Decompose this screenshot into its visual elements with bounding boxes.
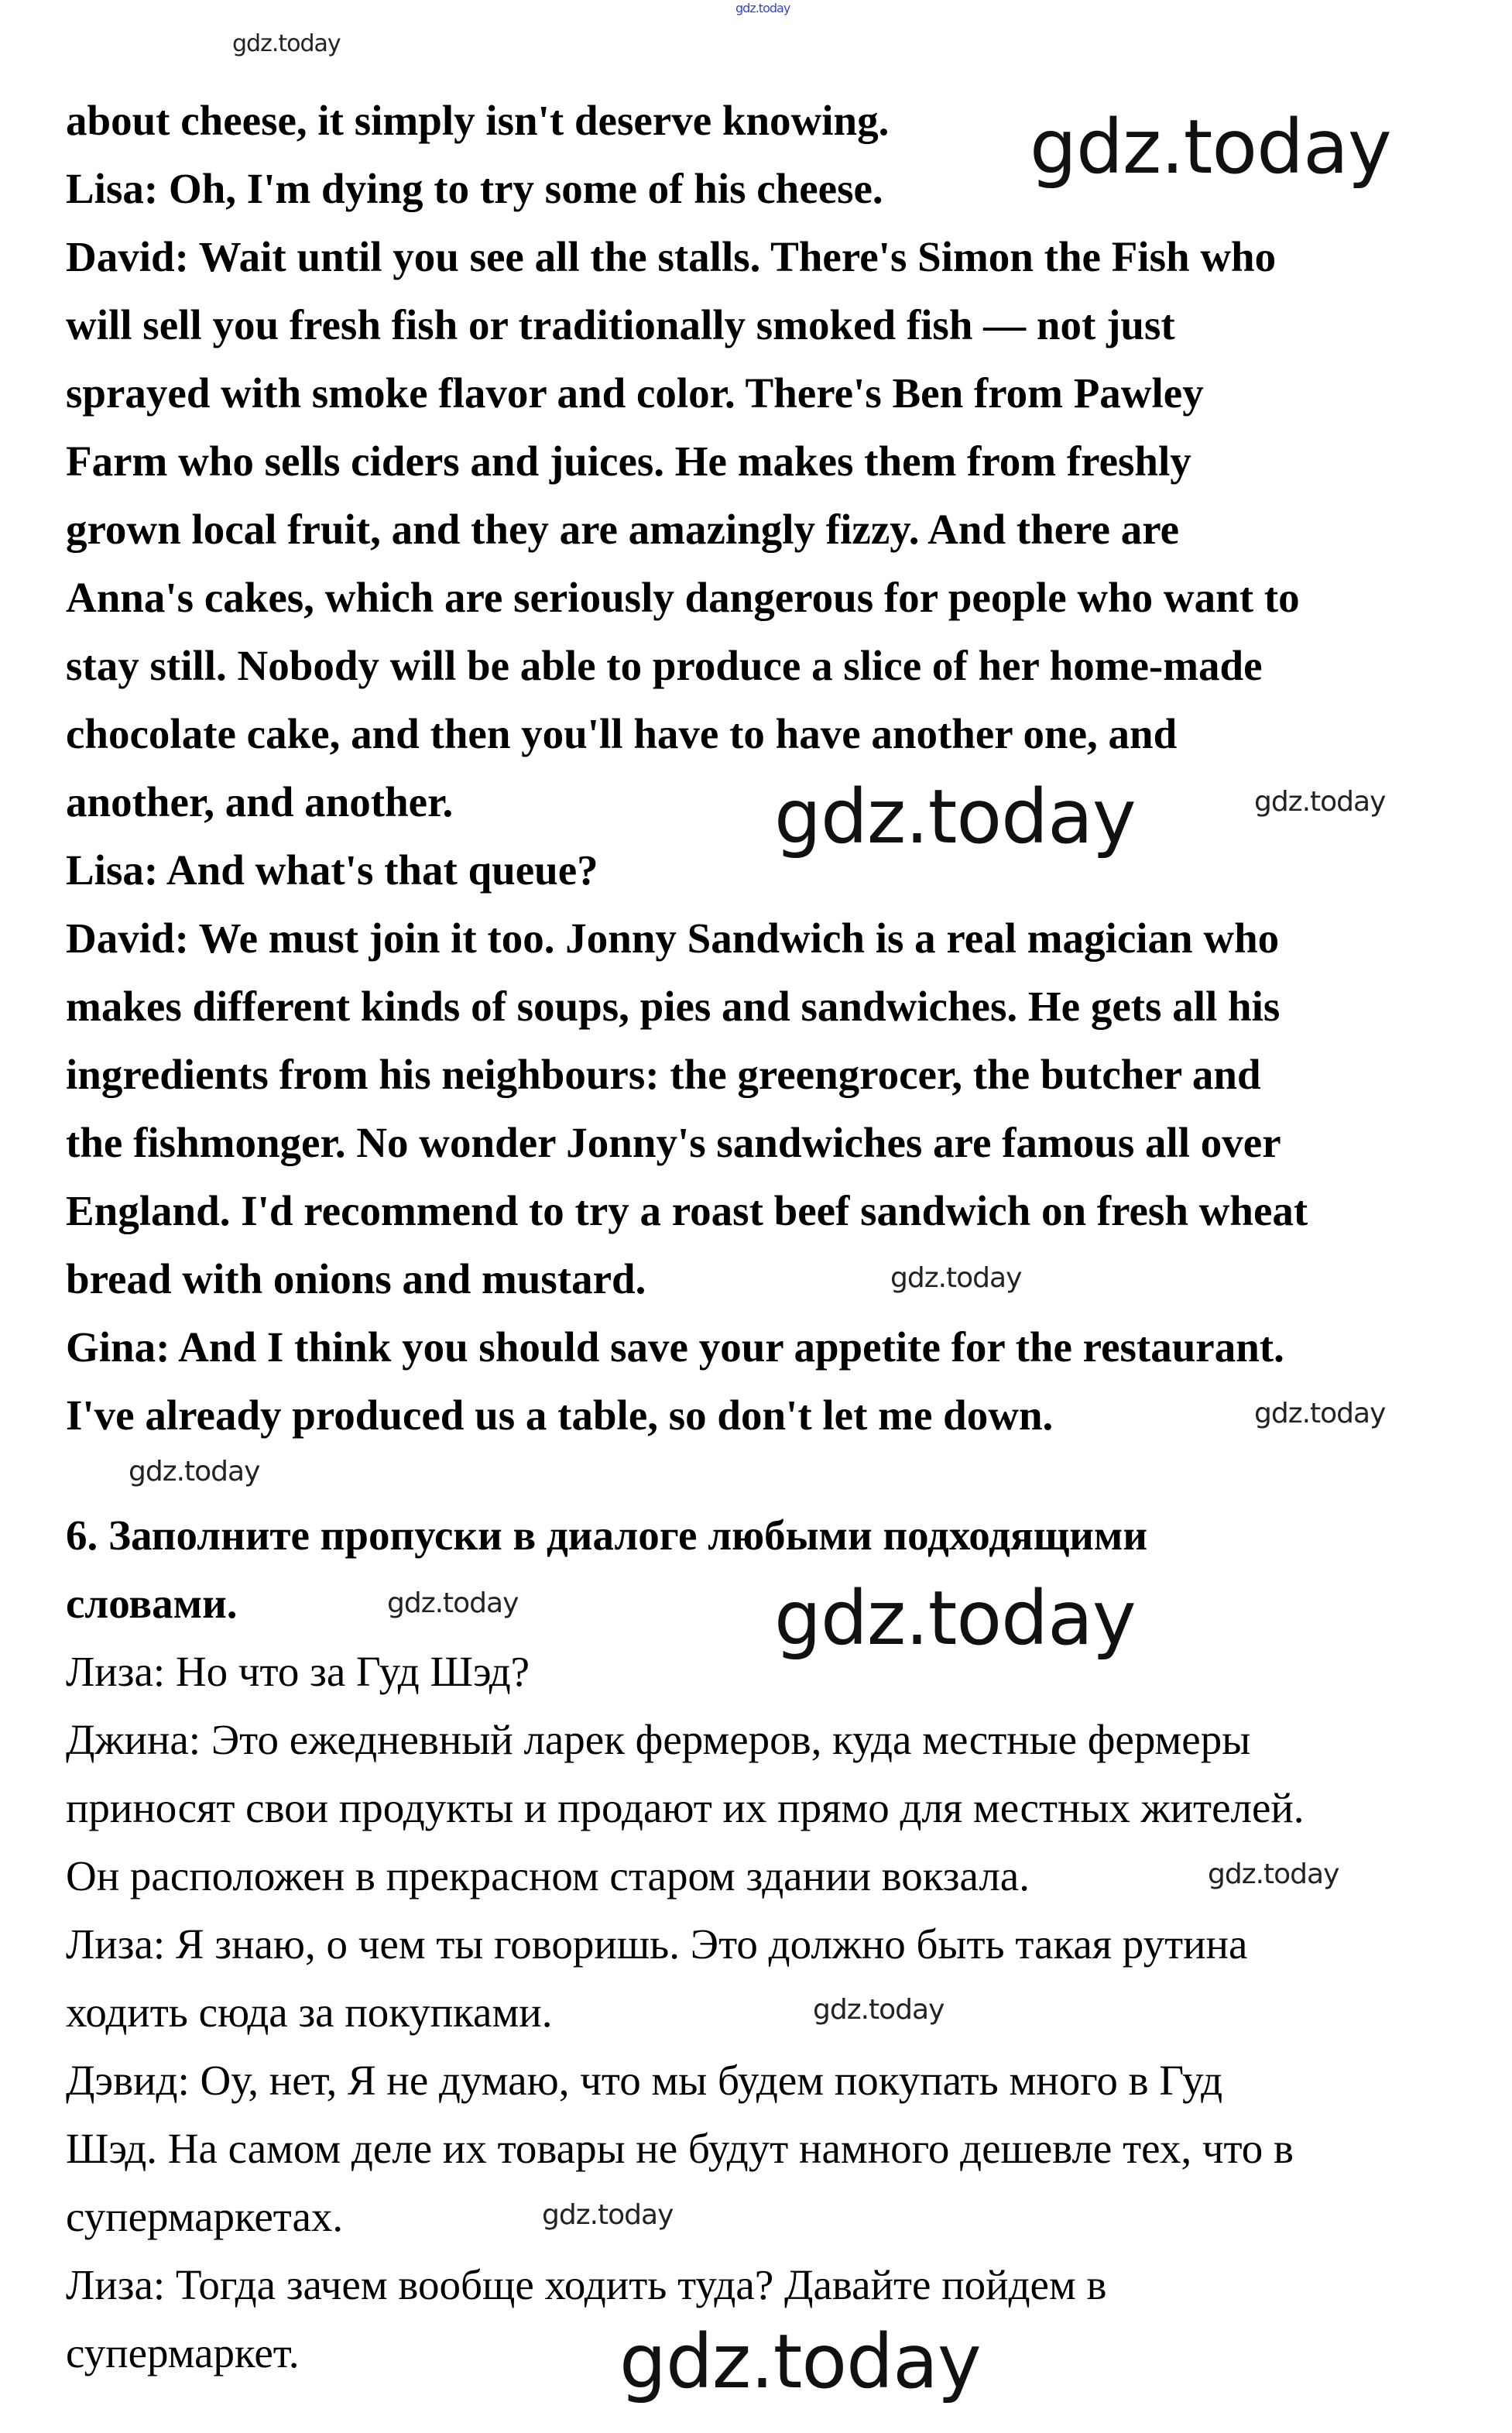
text-line: about cheese, it simply isn't deserve knowing.	[66, 97, 890, 144]
watermark: gdz.today	[1208, 1858, 1339, 1890]
watermark: gdz.today	[1254, 786, 1386, 818]
text-line: Lisa: Oh, I'm dying to try some of his cheese.	[66, 165, 883, 212]
text-line: another, and another.	[66, 778, 454, 825]
text-line: the fishmonger. No wonder Jonny's sandwiches are famous all over	[66, 1119, 1281, 1166]
watermark: gdz.today	[813, 1994, 945, 2026]
text-line: Farm who sells ciders and juices. He makes them from freshly	[66, 438, 1191, 485]
text-line: Он расположен в прекрасном старом здании вокзала.	[66, 1852, 1030, 1899]
watermark: gdz.today	[129, 1456, 260, 1488]
watermark: gdz.today	[387, 1587, 519, 1619]
text-line: David: We must join it too. Jonny Sandwich is a real magician who	[66, 915, 1280, 962]
english-dialogue	[66, 87, 1308, 1450]
heading-line: 6. Заполните пропуски в диалоге любыми подходящими	[66, 1512, 1148, 1559]
watermark: gdz.today	[890, 1262, 1022, 1294]
watermark: gdz.today	[542, 2199, 674, 2231]
text-line: Дэвид: Оу, нет, Я не думаю, что мы будем покупать много в Гуд	[66, 2057, 1223, 2104]
text-line: David: Wait until you see all the stalls. There's Simon the Fish who	[66, 233, 1277, 280]
text-line: will sell you fresh fish or traditionally smoked fish — not just	[66, 301, 1175, 348]
text-line: bread with onions and mustard.	[66, 1255, 646, 1302]
watermark: gdz.today	[774, 774, 1136, 860]
text-line: stay still. Nobody will be able to produce a slice of her home-made	[66, 642, 1263, 689]
text-line: Джина: Это ежедневный ларек фермеров, куда местные фермеры	[66, 1716, 1251, 1763]
text-line: Lisa: And what's that queue?	[66, 846, 598, 894]
watermark: gdz.today	[1030, 104, 1391, 190]
text-line: приносят свои продукты и продают их прямо для местных жителей.	[66, 1784, 1305, 1831]
text-line: ingredients from his neighbours: the greengrocer, the butcher and	[66, 1051, 1261, 1098]
text-line: ходить сюда за покупками.	[66, 1989, 553, 2036]
text-line: chocolate cake, and then you'll have to have another one, and	[66, 710, 1178, 757]
text-line: Лиза: Я знаю, о чем ты говоришь. Это должно быть такая рутина	[66, 1920, 1248, 1968]
watermark: gdz.today	[619, 2318, 981, 2405]
text-line: makes different kinds of soups, pies and sandwiches. He gets all his	[66, 983, 1281, 1030]
russian-dialogue	[66, 1638, 1305, 2387]
text-line: England. I'd recommend to try a roast beef sandwich on fresh wheat	[66, 1187, 1308, 1234]
watermark: gdz.today	[232, 30, 341, 57]
text-line: супермаркетах.	[66, 2193, 344, 2240]
text-line: Шэд. На самом деле их товары не будут намного дешевле тех, что в	[66, 2125, 1294, 2172]
watermark: gdz.today	[735, 1, 790, 15]
text-line: Gina: And I think you should save your appetite for the restaurant.	[66, 1323, 1284, 1371]
text-line: grown local fruit, and they are amazingly fizzy. And there are	[66, 506, 1180, 553]
watermark: gdz.today	[1254, 1398, 1386, 1429]
text-line: Лиза: Тогда зачем вообще ходить туда? Давайте пойдем в	[66, 2261, 1107, 2308]
watermark: gdz.today	[774, 1575, 1136, 1662]
text-line: sprayed with smoke flavor and color. There's Ben from Pawley	[66, 369, 1204, 417]
text-line: I've already produced us a table, so don't let me down.	[66, 1392, 1054, 1439]
heading-line: словами.	[66, 1580, 238, 1627]
text-line: Лиза: Но что за Гуд Шэд?	[66, 1648, 530, 1695]
text-line: супермаркет.	[66, 2329, 300, 2376]
text-line: Anna's cakes, which are seriously dangerous for people who want to	[66, 574, 1300, 621]
